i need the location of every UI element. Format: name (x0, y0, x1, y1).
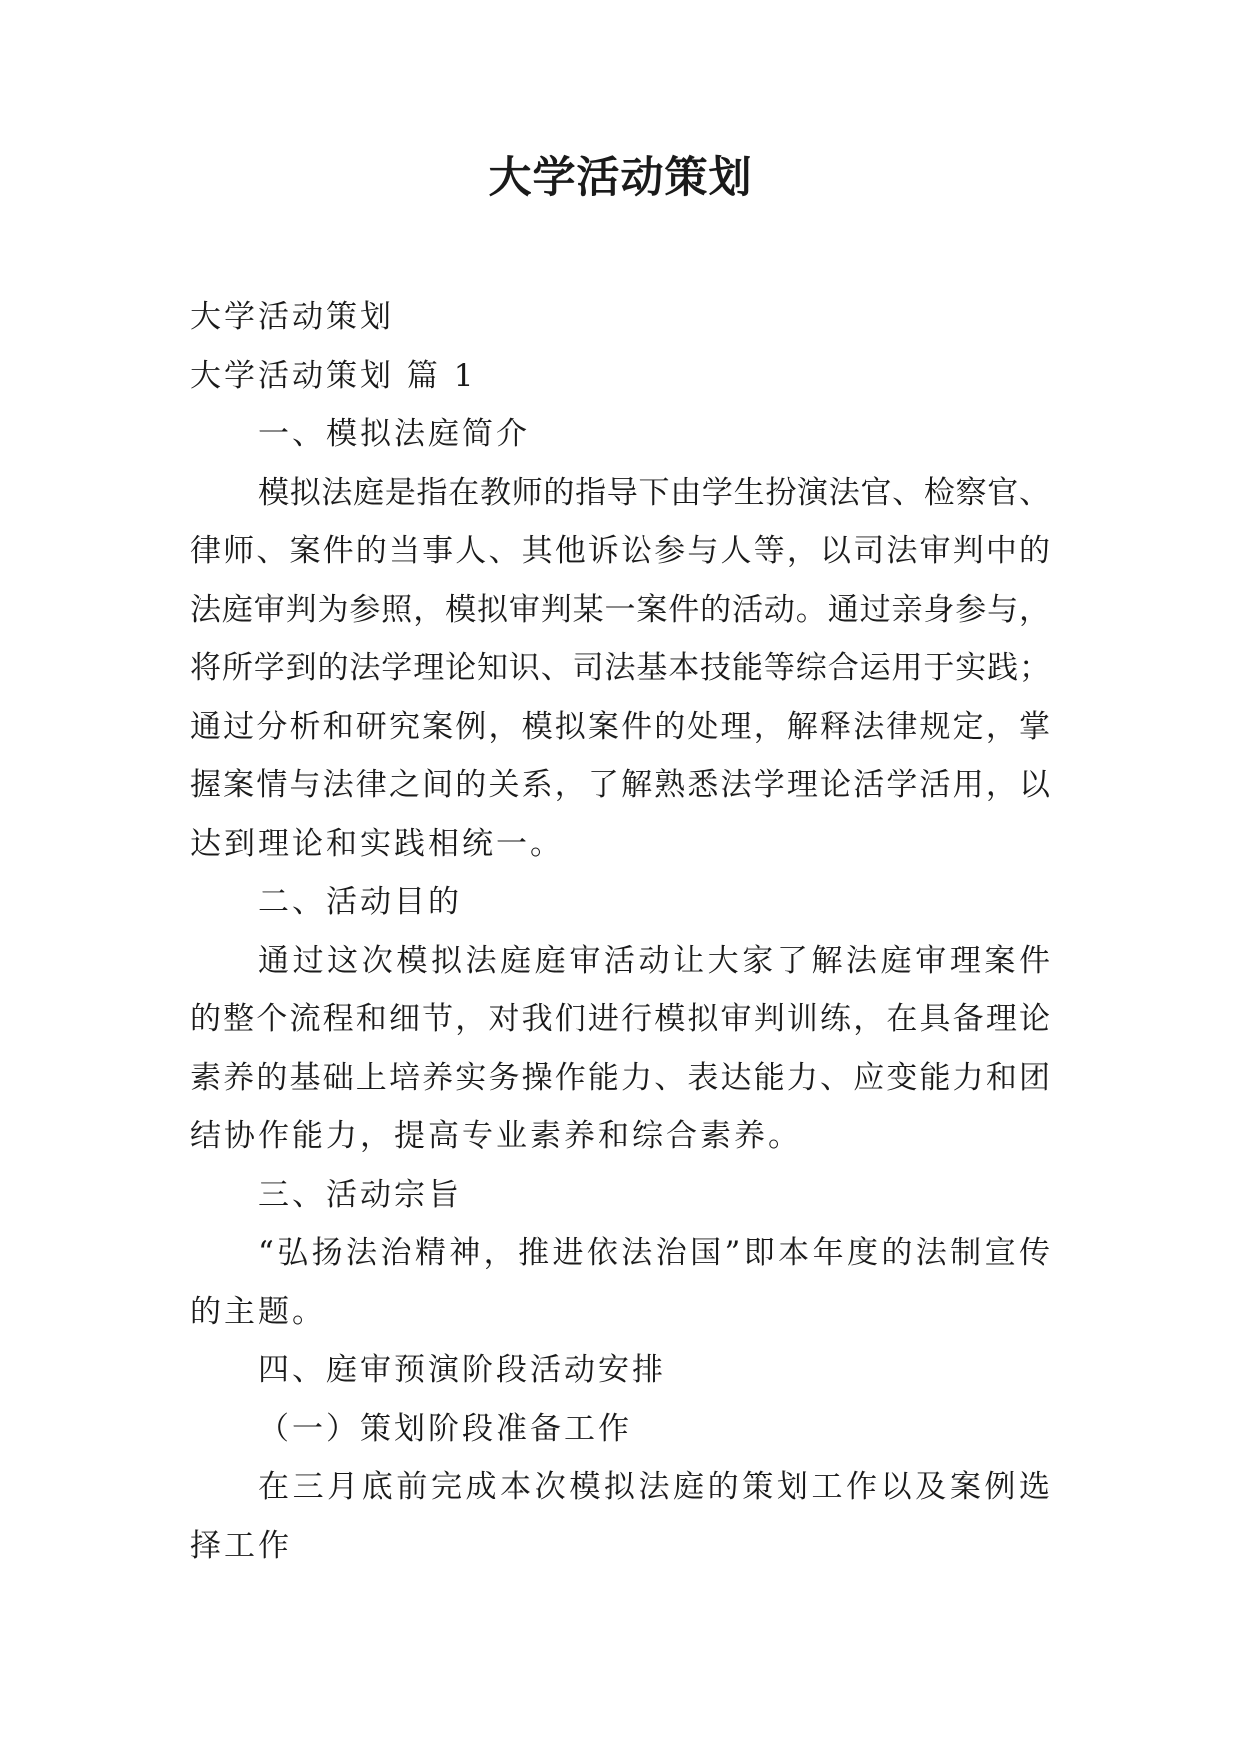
text-line: 的主题。 (190, 1293, 326, 1330)
text-line: 大学活动策划 (190, 299, 394, 335)
text-line: 在三月底前完成本次模拟法庭的策划工作以及案例选 (258, 1469, 1050, 1505)
text-line: 将所学到的法学理论知识、司法基本技能等综合运用于实践； (190, 650, 1050, 686)
text-line: 法庭审判为参照，模拟审判某一案件的活动。通过亲身参与， (190, 591, 1050, 628)
text-line: 模拟法庭是指在教师的指导下由学生扮演法官、检察官、 (258, 474, 1050, 511)
text-line: 二、活动目的 (258, 884, 462, 920)
text-line: 择工作 (190, 1527, 292, 1564)
text-line: （一）策划阶段准备工作 (258, 1410, 632, 1447)
text-line: 四、庭审预演阶段活动安排 (258, 1352, 666, 1388)
document-title: 大学活动策划 (488, 153, 753, 203)
text-line: 通过这次模拟法庭庭审活动让大家了解法庭审理案件 (258, 942, 1050, 979)
text-line: 达到理论和实践相统一。 (190, 825, 564, 862)
text-line: 一、模拟法庭简介 (258, 416, 530, 452)
text-line: 握案情与法律之间的关系，了解熟悉法学理论活学活用，以 (190, 767, 1050, 803)
document-body (190, 288, 1050, 1575)
text-line: 结协作能力，提高专业素养和综合素养。 (190, 1118, 802, 1154)
text-line: 的整个流程和细节，对我们进行模拟审判训练，在具备理论 (190, 1001, 1050, 1037)
text-line: “弘扬法治精神，推进依法治国”即本年度的法制宣传 (258, 1235, 1050, 1271)
text-line: 大学活动策划 篇 1 (190, 357, 477, 394)
text-line: 素养的基础上培养实务操作能力、表达能力、应变能力和团 (190, 1059, 1050, 1096)
text-line: 通过分析和研究案例，模拟案件的处理，解释法律规定，掌 (190, 708, 1050, 745)
text-line: 律师、案件的当事人、其他诉讼参与人等，以司法审判中的 (190, 533, 1050, 569)
text-line: 三、活动宗旨 (258, 1176, 462, 1213)
